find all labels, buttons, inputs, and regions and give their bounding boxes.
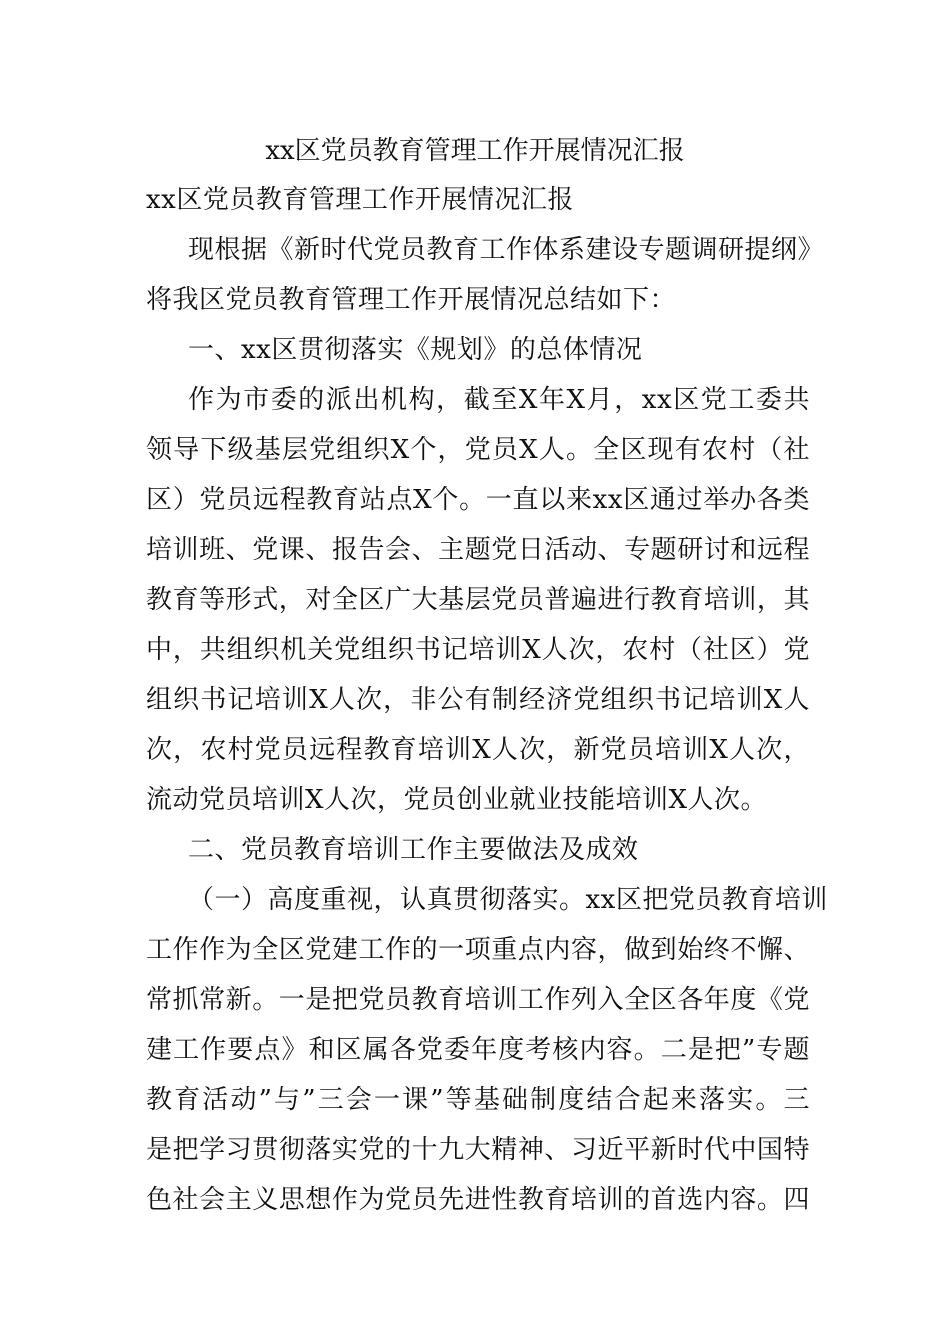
paragraph-line: （一）高度重视，认真贯彻落实。xx区把党员教育培训 xyxy=(188,885,828,915)
document-heading: xx区党员教育管理工作开展情况汇报 xyxy=(146,185,574,215)
paragraph-line: 现根据《新时代党员教育工作体系建设专题调研提纲》 xyxy=(188,235,825,265)
paragraph-line: 建工作要点》和区属各党委年度考核内容。二是把”专题 xyxy=(146,1035,810,1065)
paragraph-line: 组织书记培训X人次，非公有制经济党组织书记培训X人 xyxy=(146,685,810,715)
paragraph-line: 领导下级基层党组织X个，党员X人。全区现有农村（社 xyxy=(146,435,810,465)
paragraph-line: 培训班、党课、报告会、主题党日活动、专题研讨和远程 xyxy=(146,535,810,565)
section-heading: 一、xx区贯彻落实《规划》的总体情况 xyxy=(188,335,643,365)
paragraph-line: 作为市委的派出机构，截至X年X月，xx区党工委共 xyxy=(188,385,810,415)
paragraph-line: 将我区党员教育管理工作开展情况总结如下： xyxy=(146,285,677,315)
paragraph-line: 教育活动”与”三会一课”等基础制度结合起来落实。三 xyxy=(146,1085,810,1115)
paragraph-line: 工作作为全区党建工作的一项重点内容，做到始终不懈、 xyxy=(146,935,810,965)
paragraph-line: 色社会主义思想作为党员先进性教育培训的首选内容。四 xyxy=(146,1185,810,1215)
paragraph-line: 流动党员培训X人次，党员创业就业技能培训X人次。 xyxy=(146,785,768,815)
paragraph-line: 次，农村党员远程教育培训X人次，新党员培训X人次， xyxy=(146,735,810,765)
paragraph-line: 教育等形式，对全区广大基层党员普遍进行教育培训，其 xyxy=(146,585,810,615)
paragraph-line: 中，共组织机关党组织书记培训X人次，农村（社区）党 xyxy=(146,635,810,665)
paragraph-line: 区）党员远程教育站点X个。一直以来xx区通过举办各类 xyxy=(146,485,810,515)
paragraph-line: 常抓常新。一是把党员教育培训工作列入全区各年度《党 xyxy=(146,985,810,1015)
document-title: xx区党员教育管理工作开展情况汇报 xyxy=(265,136,685,166)
paragraph-line: 是把学习贯彻落实党的十九大精神、习近平新时代中国特 xyxy=(146,1135,810,1165)
section-heading: 二、党员教育培训工作主要做法及成效 xyxy=(188,835,639,865)
